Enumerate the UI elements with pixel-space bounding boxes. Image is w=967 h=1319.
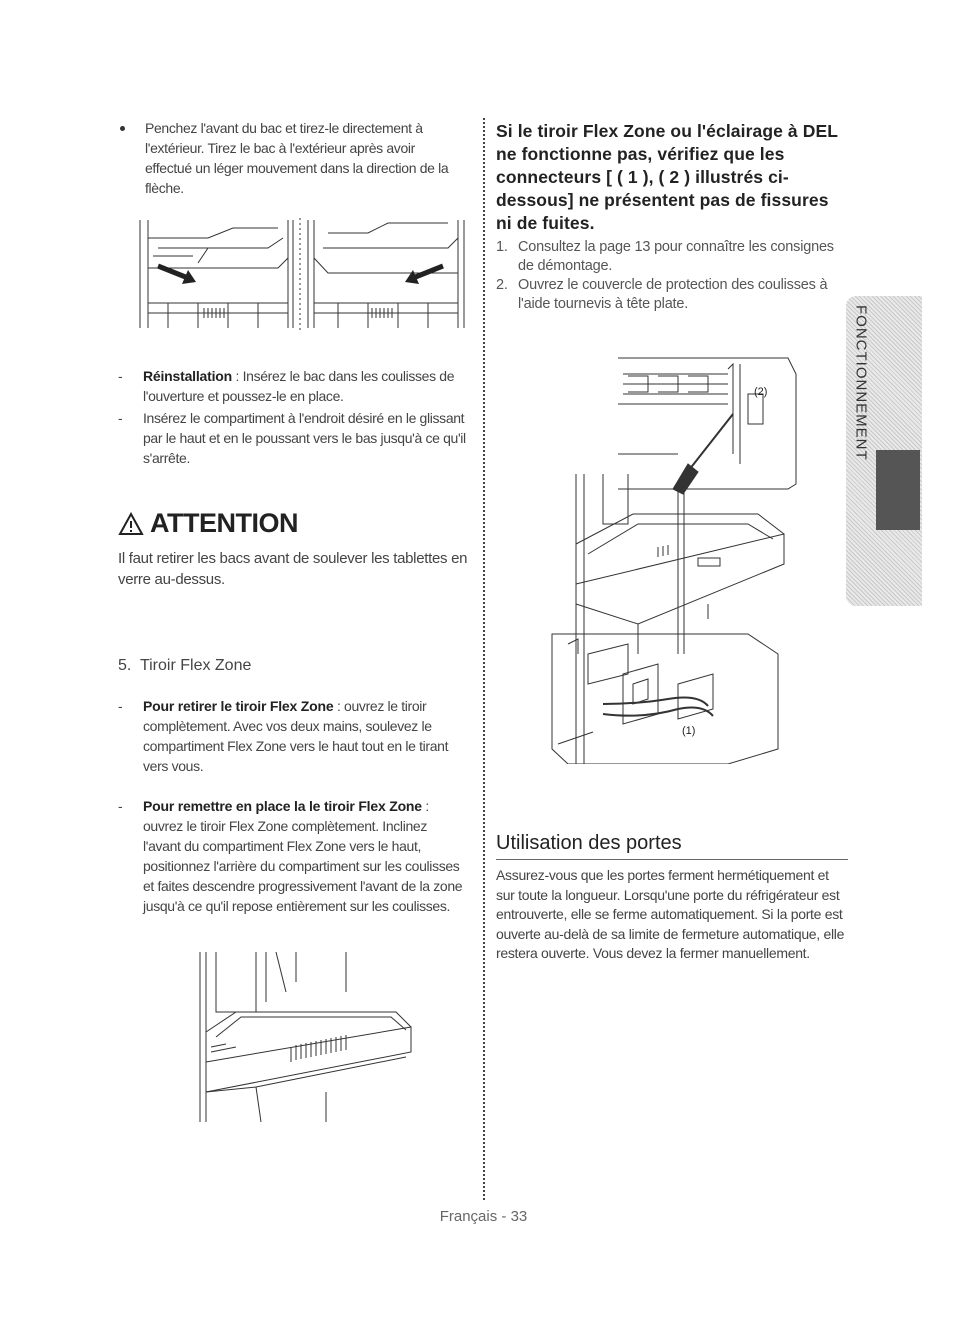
item-text: : Insérez le bac dans les coulisses de l'ouverture et poussez-le en place.	[143, 368, 455, 404]
column-divider	[483, 118, 485, 1200]
side-tab-label: FONCTIONNEMENT	[852, 304, 870, 461]
page-number: Français - 33	[439, 1208, 528, 1225]
step-text: Ouvrez le couvercle de protection des coulisses à l'aide tournevis à tête plate.	[518, 277, 828, 312]
doors-section-text: Assurez-vous que les portes ferment hermétiquement et sur toute la longueur. Lorsqu'une porte du réfrigérateur est entrouverte, elle se ferme automatiquement. Si la porte est ouverte au-delà de sa limite de fermeture automatique, elle restera ouverte. Vous devez la fermer manuellement.	[496, 867, 845, 961]
item-text: : ouvrez le tiroir Flex Zone complètement. Inclinez l'avant du compartiment Flex Zone vers le haut, positionnez l'arrière du compartiment sur les coulisses et faites descendre progressivement l'avant de la zone jusqu'à ce qu'il repose entièrement sur les coulisses.	[143, 798, 463, 914]
list-item	[496, 276, 851, 314]
list-item	[118, 366, 468, 406]
flex-zone-list	[118, 696, 463, 918]
step-number: 1.	[496, 239, 508, 255]
step-number: 2.	[496, 277, 508, 293]
attention-text: Il faut retirer les bacs avant de soulever les tablettes en verre au-dessus.	[118, 550, 468, 588]
label-connector-1: (1)	[682, 725, 696, 737]
bullet-dot	[120, 126, 125, 131]
attention-title: ATTENTION	[150, 508, 298, 538]
bullet-text: Penchez l'avant du bac et tirez-le directement à l'extérieur. Tirez le bac à l'extérieur après avoir effectué un léger mouvement dans la direction de la flèche.	[145, 120, 449, 196]
warning-icon	[118, 512, 144, 536]
connectors-illustration	[548, 354, 800, 764]
steps-list	[496, 238, 851, 314]
doors-section-title: Utilisation des portes	[496, 832, 848, 860]
flex-zone-drawer-illustration	[196, 952, 416, 1124]
flex-zone-title: 5. Tiroir Flex Zone	[118, 657, 252, 674]
item-text: Insérez le compartiment à l'endroit désiré en le glissant par le haut et en le poussant vers le bas jusqu'à ce qu'il s'arrête.	[143, 410, 466, 466]
item-bold-label: Pour remettre en place la le tiroir Flex Zone	[143, 798, 422, 814]
attention-heading	[118, 508, 298, 539]
drawer-removal-illustration	[138, 218, 468, 330]
list-item	[118, 408, 468, 468]
list-item	[496, 238, 851, 276]
list-item	[118, 696, 463, 776]
side-tab-marker	[876, 450, 920, 530]
item-text: : ouvrez le tiroir complètement. Avec vos deux mains, soulevez le compartiment Flex Zone vers le haut tout en le tirant vers vous.	[143, 698, 449, 774]
label-connector-2: (2)	[754, 386, 768, 398]
dash-marker: -	[118, 410, 123, 426]
bullet-paragraph	[120, 118, 465, 198]
item-bold-label: Pour retirer le tiroir Flex Zone	[143, 698, 334, 714]
dash-marker: -	[118, 698, 123, 714]
dash-marker: -	[118, 368, 123, 384]
list-item	[118, 796, 463, 916]
reinstall-list	[118, 366, 468, 470]
step-text: Consultez la page 13 pour connaître les consignes de démontage.	[518, 239, 834, 274]
troubleshoot-heading: Si le tiroir Flex Zone ou l'éclairage à DEL ne fonctionne pas, vérifiez que les connecteurs [ ( 1 ), ( 2 ) illustrés ci-dessous] ne présentent pas de fissures ni de fuites.	[496, 121, 838, 233]
dash-marker: -	[118, 798, 123, 814]
item-bold-label: Réinstallation	[143, 368, 232, 384]
